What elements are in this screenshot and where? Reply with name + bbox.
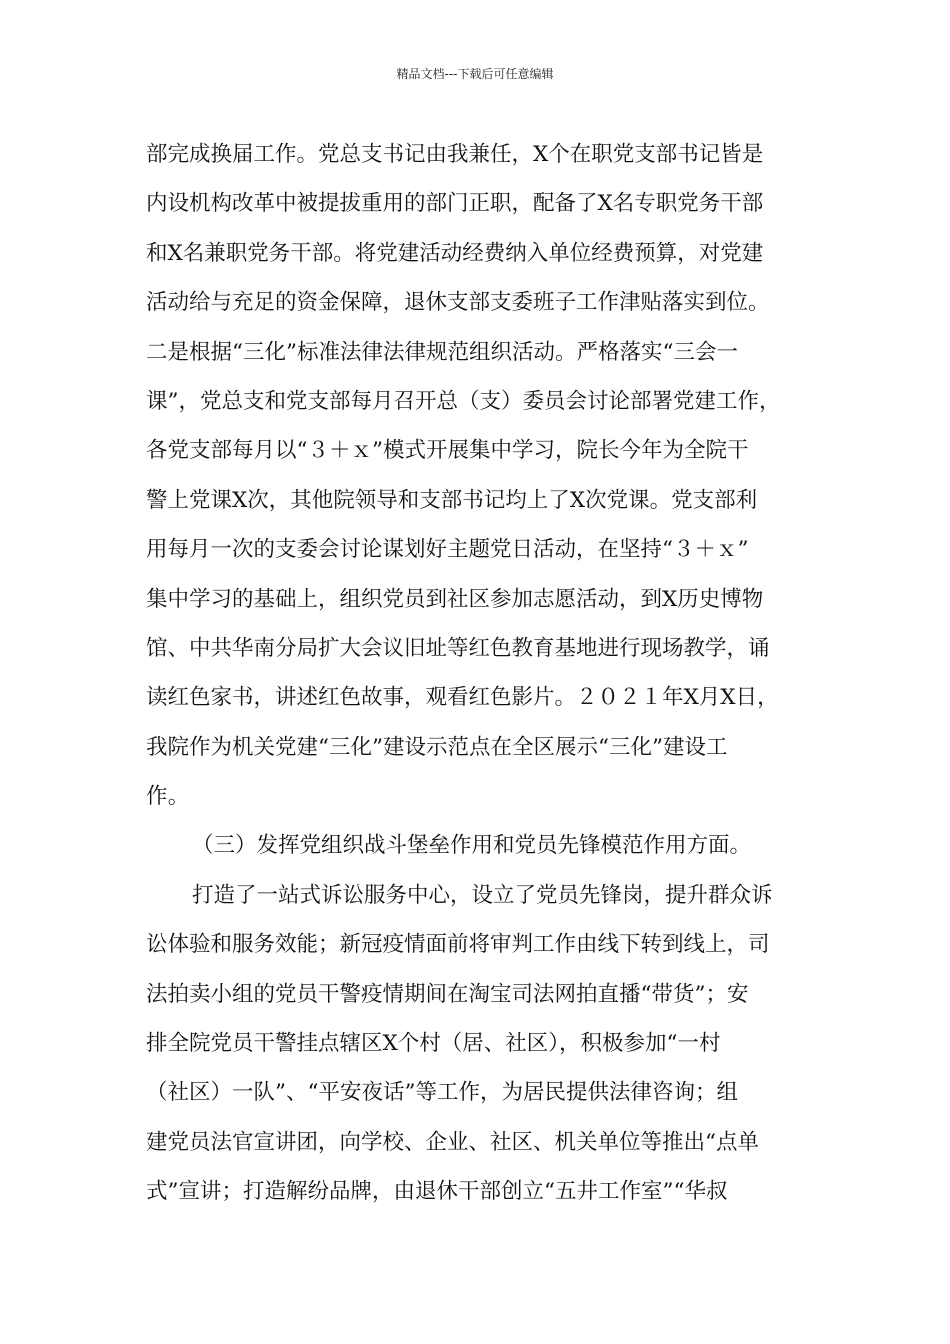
- text-line: 法拍卖小组的党员干警疫情期间在淘宝司法网拍直播“带货”；安: [146, 981, 749, 1007]
- text-line: 我院作为机关党建“三化”建设示范点在全区展示“三化”建设工: [146, 734, 728, 760]
- text-line: 警上党课X次，其他院领导和支部书记均上了X次党课。党支部利: [146, 487, 758, 513]
- text-line: 课”，党总支和党支部每月召开总（支）委员会讨论部署党建工作，: [146, 388, 781, 414]
- text-line: 作。: [146, 784, 190, 810]
- text-line: 部完成换届工作。党总支书记由我兼任，X个在职党支部书记皆是: [146, 142, 764, 167]
- text-line: 式”宣讲；打造解纷品牌，由退休干部创立“五井工作室”“华叔: [146, 1179, 728, 1205]
- text-line: 活动给与充足的资金保障，退休支部支委班子工作津贴落实到位。: [146, 290, 770, 316]
- text-line: 打造了一站式诉讼服务中心，设立了党员先锋岗，提升群众诉: [192, 882, 773, 908]
- text-line: （社区）一队”、“平安夜话”等工作，为居民提供法律咨询；组: [146, 1080, 738, 1106]
- text-line: 集中学习的基础上，组织党员到社区参加志愿活动，到X历史博物: [146, 586, 764, 612]
- body-text: [146, 130, 826, 1217]
- text-line: 讼体验和服务效能；新冠疫情面前将审判工作由线下转到线上，司: [146, 932, 770, 958]
- text-line: 二是根据“三化”标准法律法律规范组织活动。严格落实“三会一: [146, 339, 738, 365]
- page-header: 精品文档---下载后可任意编辑: [396, 67, 554, 81]
- text-line: 建党员法官宣讲团，向学校、企业、社区、机关单位等推出“点单: [146, 1129, 759, 1155]
- text-line: 和X名兼职党务干部。将党建活动经费纳入单位经费预算，对党建: [146, 240, 764, 266]
- text-line: 用每月一次的支委会讨论谋划好主题党日活动，在坚持“３＋ｘ”: [146, 537, 749, 563]
- text-line: 馆、中共华南分局扩大会议旧址等红色教育基地进行现场教学，诵: [146, 635, 770, 661]
- text-line: 内设机构改革中被提拔重用的部门正职，配备了X名专职党务干部: [146, 191, 764, 217]
- text-line: 排全院党员干警挂点辖区X个村（居、社区），积极参加“一村: [146, 1031, 721, 1057]
- text-line: 读红色家书，讲述红色故事，观看红色影片。２０２１年X月X日，: [146, 685, 779, 711]
- text-line: 各党支部每月以“３＋ｘ”模式开展集中学习，院长今年为全院干: [146, 438, 749, 464]
- text-line: （三）发挥党组织战斗堡垒作用和党员先锋模范作用方面。: [192, 833, 752, 859]
